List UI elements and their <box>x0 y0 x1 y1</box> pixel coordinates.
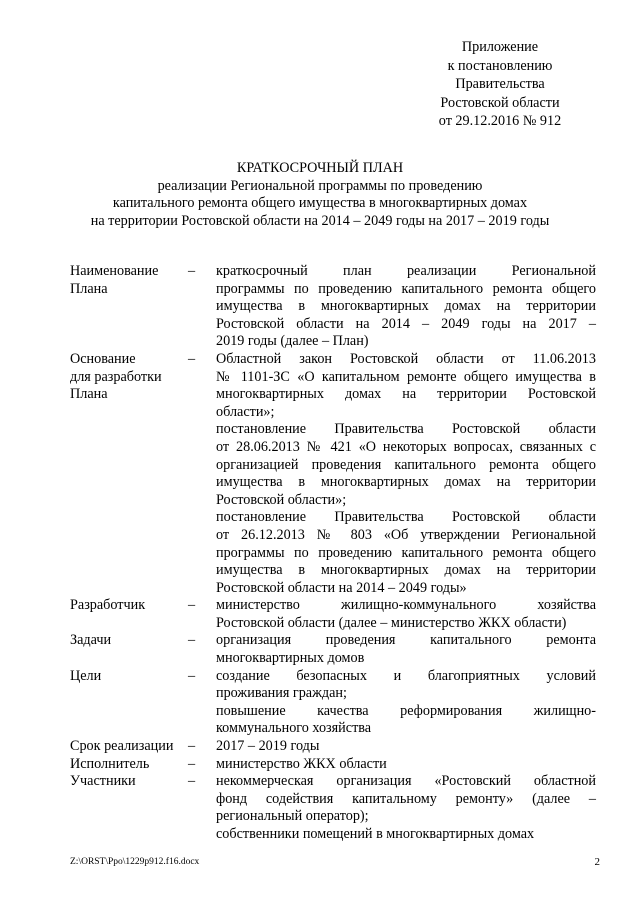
value-line: 2019 годы (далее – План) <box>216 333 369 350</box>
value-line: создание безопасных и благоприятных условий <box>216 667 596 684</box>
value-line: министерство ЖКХ области <box>216 755 387 772</box>
row-dash: – <box>188 773 196 790</box>
value-line: области»; <box>216 403 275 420</box>
value-line: организацией проведения капитального ремонта общего <box>216 456 596 473</box>
row-label-line: Задачи <box>70 632 112 649</box>
row-label-line: Разработчик <box>70 597 146 614</box>
row-label-line: Плана <box>70 280 108 297</box>
passport-row <box>70 632 600 667</box>
row-label <box>70 632 188 667</box>
value-line: от 26.12.2013 № 803 «Об утверждении Региональной <box>216 526 596 543</box>
passport-row <box>70 773 600 843</box>
row-value <box>216 263 596 351</box>
passport-row <box>70 263 600 351</box>
passport-row <box>70 738 600 756</box>
row-dash: – <box>188 667 196 684</box>
row-label-line: Основание <box>70 350 136 367</box>
row-dash: – <box>188 755 196 772</box>
row-dash: – <box>188 597 196 614</box>
row-value <box>216 597 596 632</box>
row-value <box>216 773 596 843</box>
value-line: некоммерческая организация «Ростовский областной <box>216 773 596 790</box>
appendix-line: от 29.12.2016 № 912 <box>438 113 562 130</box>
row-dash: – <box>188 350 196 367</box>
row-label-line: Участники <box>70 773 136 790</box>
page-number: 2 <box>594 856 600 868</box>
value-line: региональный оператор); <box>216 808 369 825</box>
value-line: повышение качества реформирования жилищно- <box>216 702 596 719</box>
title-line: капитального ремонта общего имущества в многоквартирных домах <box>112 195 528 212</box>
row-dash: – <box>188 632 196 649</box>
row-value <box>216 738 596 756</box>
row-label-line: Исполнитель <box>70 755 150 772</box>
passport-row <box>70 668 600 738</box>
value-line: программы по проведению капитального ремонта общего <box>216 544 596 561</box>
value-line: проживания граждан; <box>216 685 347 702</box>
value-line: от 28.06.2013 № 421 «О некоторых вопросах, связанных с <box>216 438 596 455</box>
row-label <box>70 756 188 774</box>
passport-row <box>70 597 600 632</box>
appendix-line: Правительства <box>455 76 545 93</box>
row-label <box>70 263 188 351</box>
value-line: 2017 – 2019 годы <box>216 738 320 755</box>
row-value <box>216 668 596 738</box>
value-line: постановление Правительства Ростовской области <box>216 509 596 526</box>
value-line: собственники помещений в многоквартирных домах <box>216 826 535 842</box>
passport-row <box>70 351 600 597</box>
value-line: № 1101-ЗС «О капитальном ремонте общего имущества в <box>216 368 596 385</box>
row-value <box>216 632 596 667</box>
row-label-line: Срок реализации <box>70 738 174 755</box>
appendix-line: Приложение <box>461 39 539 55</box>
title-line: реализации Региональной программы по проведению <box>157 177 483 194</box>
row-dash: – <box>188 263 196 279</box>
value-line: Ростовской области на 2014 – 2049 годы на 2017 – <box>216 315 596 332</box>
value-line: министерство жилищно-коммунального хозяйства <box>216 597 596 614</box>
row-label <box>70 773 188 843</box>
value-line: фонд содействия капитальному ремонту» (далее – <box>216 790 596 807</box>
value-line: коммунального хозяйства <box>216 720 372 737</box>
appendix-block <box>400 38 600 131</box>
row-label <box>70 668 188 738</box>
value-line: организация проведения капитального ремонта <box>216 632 596 649</box>
row-label <box>70 597 188 632</box>
row-dash: – <box>188 738 196 755</box>
row-label-line: Наименование <box>70 263 159 279</box>
value-line: Ростовской области на 2014 – 2049 годы» <box>216 579 467 596</box>
value-line: имущества в многоквартирных домах на территории <box>216 298 596 315</box>
value-line: программы по проведению капитального ремонта общего <box>216 280 596 297</box>
plan-passport-table <box>70 263 600 844</box>
value-line: Ростовской области (далее – министерство ЖКХ области) <box>216 614 567 631</box>
row-label-line: для разработки <box>70 368 162 385</box>
value-line: Областной закон Ростовской области от 11.06.2013 <box>216 350 596 367</box>
value-line: многоквартирных домов <box>216 650 365 667</box>
value-line: Ростовской области»; <box>216 491 347 508</box>
appendix-line: Ростовской области <box>440 94 560 111</box>
value-line: краткосрочный план реализации Региональной <box>216 263 596 279</box>
value-line: постановление Правительства Ростовской области <box>216 421 596 438</box>
file-path: Z:\ORST\Ppo\1229p912.f16.docx <box>70 857 200 867</box>
row-value <box>216 756 596 774</box>
value-line: имущества в многоквартирных домах на территории <box>216 562 596 579</box>
title-heading: КРАТКОСРОЧНЫЙ ПЛАН <box>236 160 404 176</box>
row-label <box>70 351 188 597</box>
row-label-line: Плана <box>70 386 108 403</box>
appendix-line: к постановлению <box>447 57 553 74</box>
row-value <box>216 351 596 597</box>
row-label-line: Цели <box>70 667 102 684</box>
document-title <box>40 160 600 230</box>
row-label <box>70 738 188 756</box>
passport-row <box>70 756 600 774</box>
title-line: на территории Ростовской области на 2014 – 2049 годы на 2017 – 2019 годы <box>90 212 550 229</box>
value-line: имущества в многоквартирных домах на территории <box>216 474 596 491</box>
value-line: многоквартирных домах на территории Ростовской <box>216 386 596 403</box>
